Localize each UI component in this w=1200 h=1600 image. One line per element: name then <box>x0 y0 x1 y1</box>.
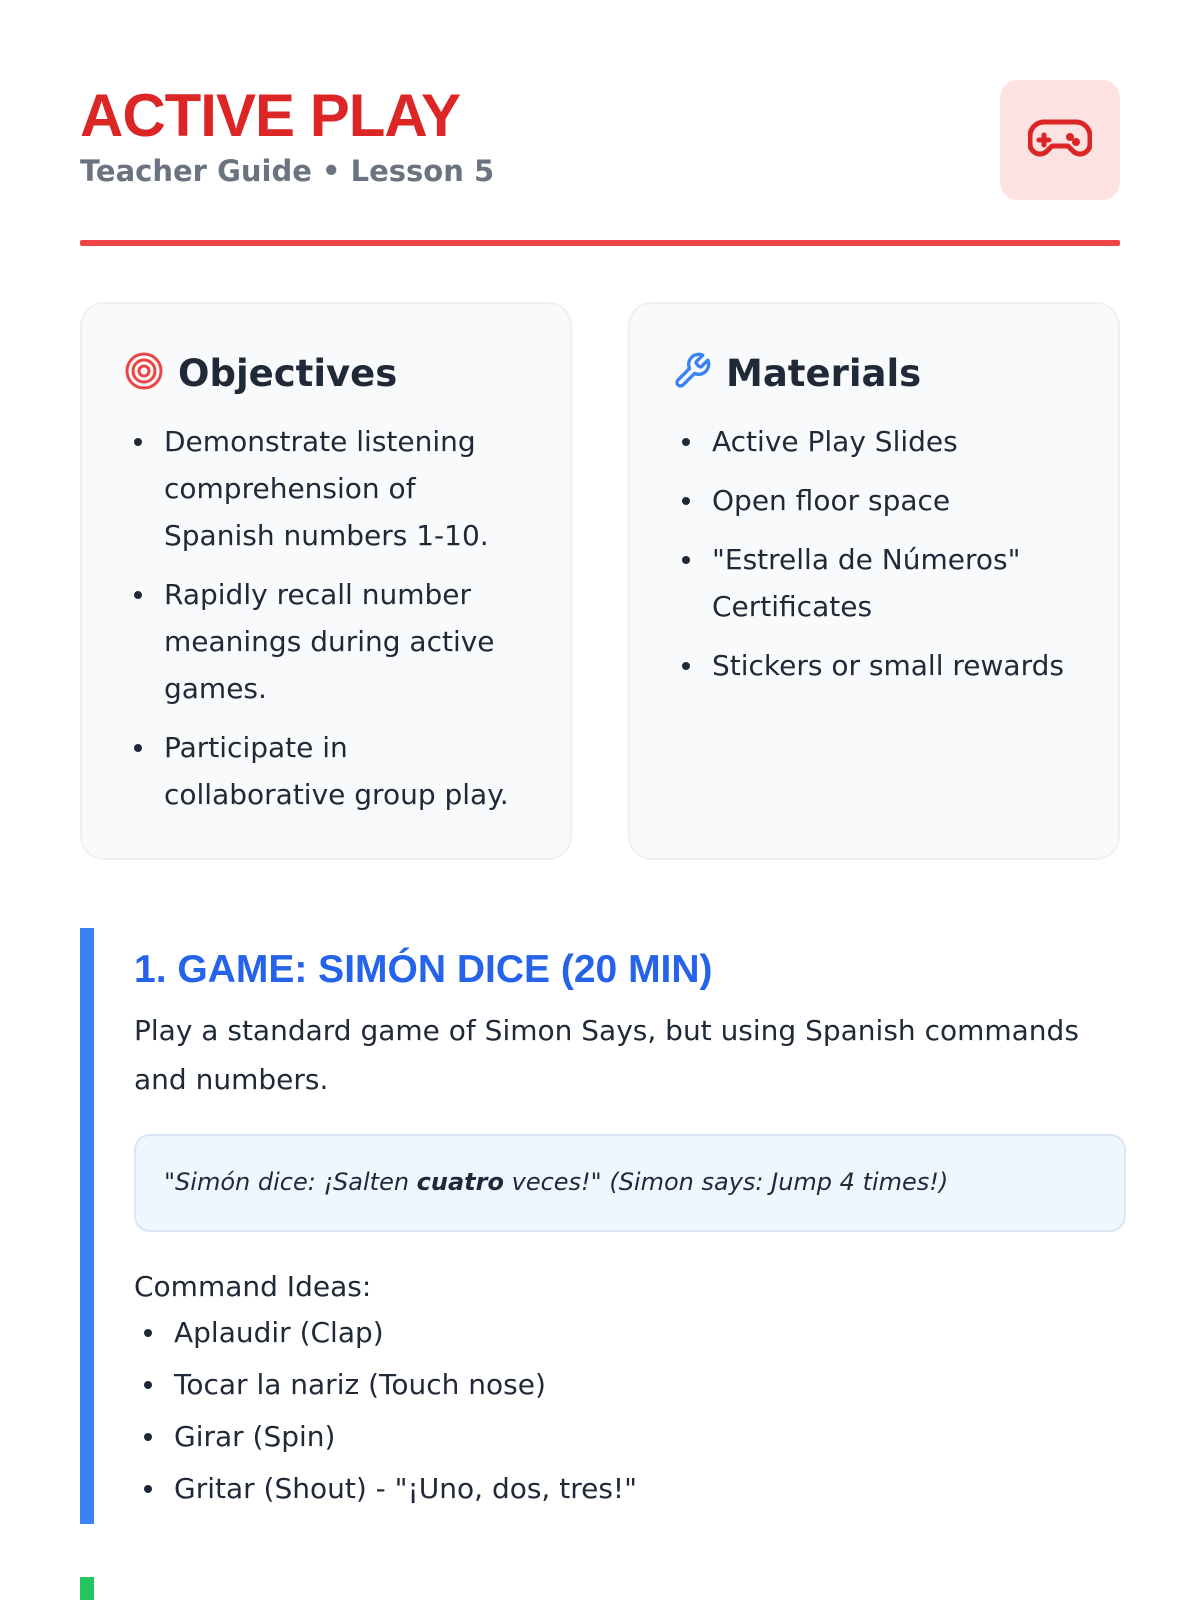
list-item: Gritar (Shout) - "¡Uno, dos, tres!" <box>134 1463 1120 1515</box>
list-item: Participate in collaborative group play. <box>124 724 530 818</box>
materials-list <box>672 418 1078 689</box>
materials-card <box>628 302 1120 860</box>
list-item: "Estrella de Números" Certificates <box>672 536 1078 630</box>
gamepad-icon <box>1000 80 1120 200</box>
wrench-icon <box>672 351 712 395</box>
objectives-title: Objectives <box>178 351 398 395</box>
list-item: Open floor space <box>672 477 1078 524</box>
list-item: Tocar la nariz (Touch nose) <box>134 1359 1120 1411</box>
page-header <box>80 80 1120 250</box>
example-quote <box>134 1134 1126 1232</box>
section-description: Play a standard game of Simon Says, but using Spanish commands and numbers. <box>134 1014 1079 1096</box>
quote-text-start: "Simón dice: ¡Salten <box>164 1168 417 1196</box>
list-item: Rapidly recall number meanings during active games. <box>124 571 530 712</box>
section-title: 1. GAME: SIMÓN DICE (20 MIN) <box>134 948 713 991</box>
materials-title: Materials <box>726 351 922 395</box>
command-list <box>134 1307 1120 1515</box>
page-subtitle: Teacher Guide • Lesson 5 <box>80 154 495 188</box>
command-ideas-label: Command Ideas: <box>134 1270 372 1303</box>
game-section <box>80 928 1120 1524</box>
target-icon <box>124 351 164 395</box>
list-item: Girar (Spin) <box>134 1411 1120 1463</box>
quote-emphasis: cuatro <box>416 1168 504 1196</box>
list-item: Active Play Slides <box>672 418 1078 465</box>
objectives-card <box>80 302 572 860</box>
objectives-list <box>124 418 530 818</box>
list-item: Stickers or small rewards <box>672 642 1078 689</box>
list-item: Aplaudir (Clap) <box>134 1307 1120 1359</box>
page-title: ACTIVE PLAY <box>80 82 461 149</box>
header-divider <box>80 240 1120 246</box>
list-item: Demonstrate listening comprehension of Spanish numbers 1-10. <box>124 418 530 559</box>
quote-text-end: veces!" (Simon says: Jump 4 times!) <box>503 1168 949 1196</box>
next-section-accent <box>80 1577 94 1600</box>
